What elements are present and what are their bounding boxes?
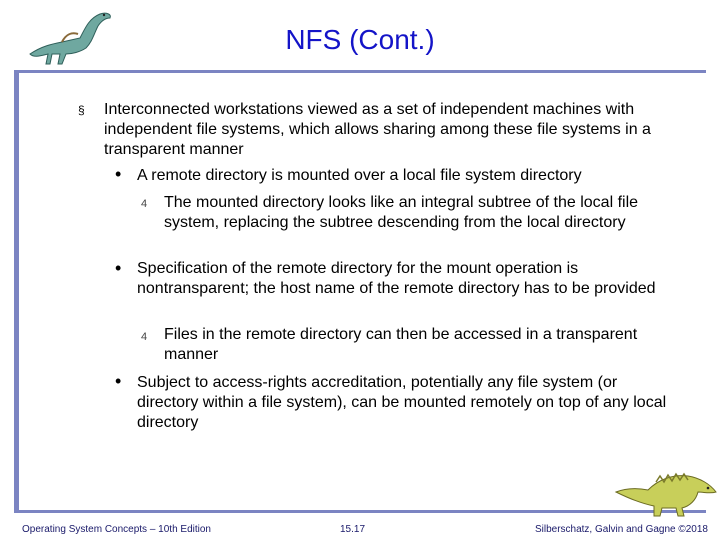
bullet-level3: Files in the remote directory can then be accessed in a transparent manner [164, 326, 638, 363]
dot-bullet-icon: • [115, 258, 122, 278]
bullet-level2: Subject to access-rights accreditation, potentially any file system (or directory within a file system), can be mounted remotely on top of any local directory [137, 374, 667, 431]
arrow-bullet-icon: 4 [141, 198, 148, 210]
left-rule [14, 72, 19, 512]
bullet-level2: Specification of the remote directory for the mount operation is nontransparent; the host name of the remote directory has to be provided [137, 260, 656, 297]
bullet-level2: A remote directory is mounted over a local file system directory [137, 167, 582, 184]
top-rule [14, 70, 706, 73]
bullet-level1: Interconnected workstations viewed as a set of independent machines with independent file systems, which allows sharing among these file systems in a transparent manner [104, 101, 651, 158]
arrow-bullet-icon: 4 [141, 331, 148, 343]
footer-copyright: Silberschatz, Galvin and Gagne ©2018 [534, 524, 708, 535]
bullet-level3: The mounted directory looks like an integral subtree of the local file system, replacing the subtree descending from the local directory [164, 194, 639, 231]
dot-bullet-icon: • [115, 371, 122, 391]
footer-page-number: 15.17 [340, 524, 366, 535]
dot-bullet-icon: • [115, 164, 122, 184]
square-bullet-icon: § [78, 103, 85, 117]
dinosaur-icon [612, 462, 718, 518]
bottom-rule [14, 510, 706, 513]
footer-book-title: Operating System Concepts – 10th Edition [22, 524, 211, 535]
page-title: NFS (Cont.) [285, 24, 435, 55]
